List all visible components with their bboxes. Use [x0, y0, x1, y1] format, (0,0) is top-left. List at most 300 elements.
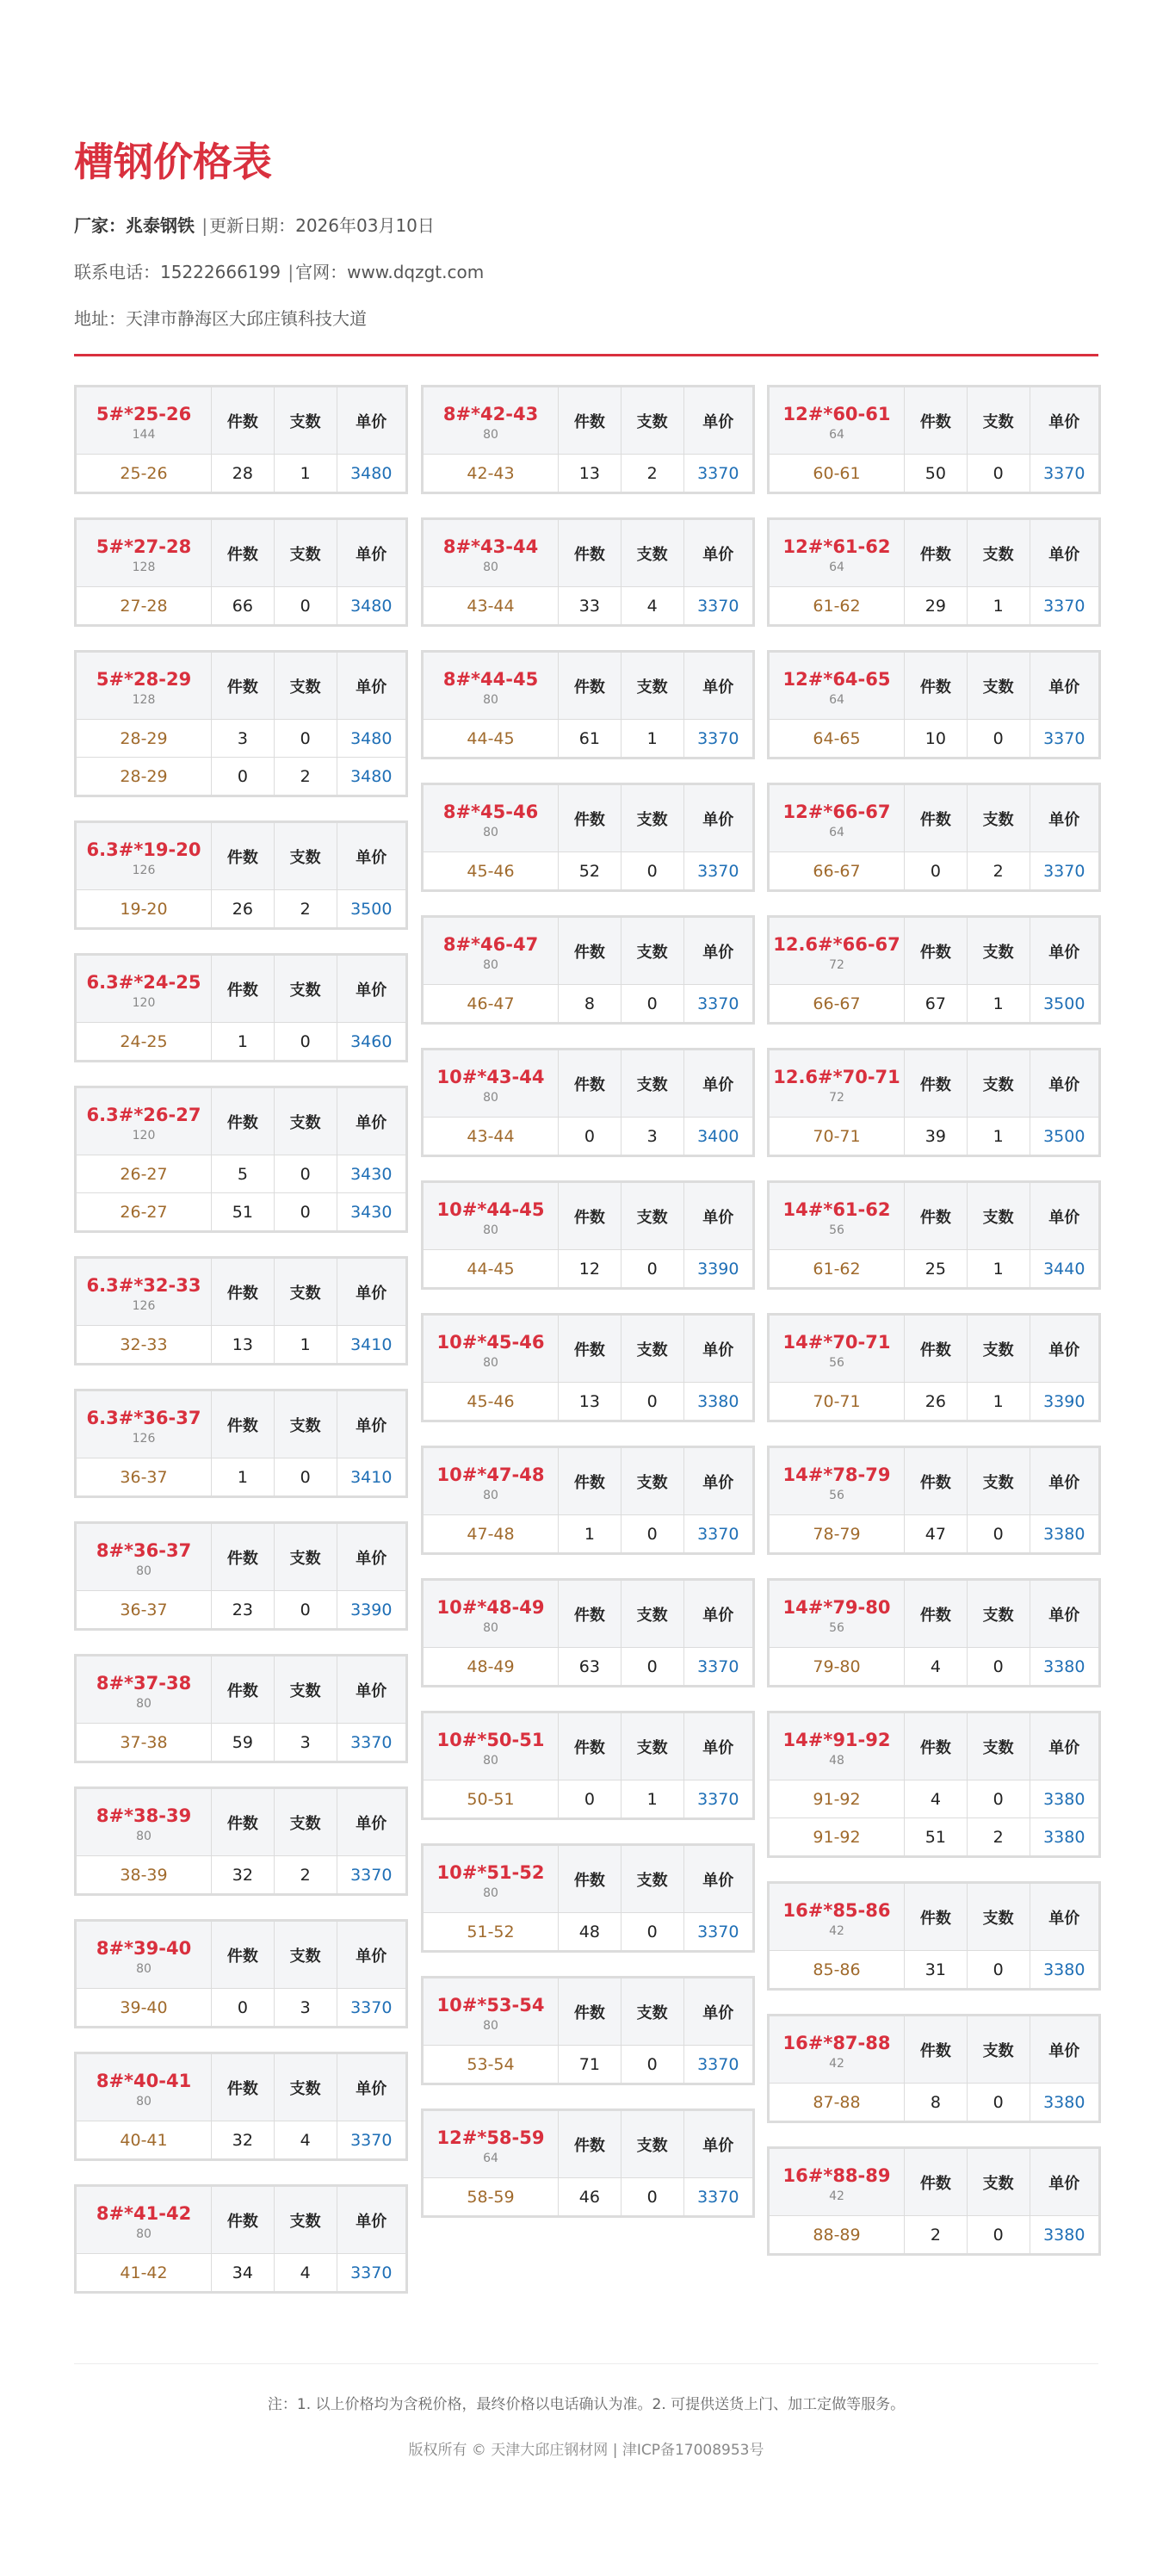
price-table-grid	[76, 1656, 406, 1762]
column-header-count: 件数	[905, 918, 968, 985]
price-table	[74, 1919, 408, 2028]
price-table-grid	[423, 1315, 753, 1421]
price-table	[421, 517, 755, 627]
table-header-row	[770, 1884, 1099, 1951]
spec-name: 14#*79-80	[782, 1596, 891, 1618]
column-header-count: 件数	[905, 1050, 968, 1118]
price-table	[767, 1313, 1101, 1422]
row-count-cell: 34	[212, 2254, 275, 2292]
column-header-count: 件数	[212, 1259, 275, 1326]
row-count-cell: 61	[559, 720, 622, 758]
column-header-pieces: 支数	[274, 1524, 337, 1591]
column-header-price: 单价	[683, 653, 752, 720]
row-price-cell: 3480	[337, 587, 405, 625]
price-table	[767, 783, 1101, 892]
column-header-pieces: 支数	[967, 1581, 1030, 1648]
column-header-count: 件数	[905, 2016, 968, 2084]
price-table-grid	[423, 1978, 753, 2084]
row-price-cell: 3370	[1030, 720, 1098, 758]
row-pieces-cell: 1	[967, 985, 1030, 1023]
table-row	[77, 1155, 406, 1193]
table-header-row	[77, 1259, 406, 1326]
column-header-count: 件数	[559, 520, 622, 587]
spec-name: 12#*66-67	[782, 801, 891, 822]
table-row	[424, 1118, 753, 1155]
column-header-price: 单价	[683, 2111, 752, 2178]
column-header-price: 单价	[337, 1088, 405, 1155]
column-header-price: 单价	[683, 1978, 752, 2046]
table-row	[770, 1780, 1099, 1818]
table-row	[424, 985, 753, 1023]
price-table	[421, 2108, 755, 2218]
spec-bundle-count: 80	[483, 825, 498, 839]
row-count-cell: 1	[559, 1515, 622, 1553]
row-spec-cell: 26-27	[77, 1193, 212, 1231]
price-table	[767, 1881, 1101, 1991]
spec-name: 12#*61-62	[782, 536, 891, 557]
price-table	[767, 1578, 1101, 1687]
column-header-pieces: 支数	[967, 2016, 1030, 2084]
spec-bundle-count: 56	[829, 1355, 844, 1370]
table-row	[77, 720, 406, 758]
price-table-grid	[76, 822, 406, 928]
spec-name: 6.3#*32-33	[86, 1274, 201, 1296]
table-header-row	[770, 1581, 1099, 1648]
spec-header-cell	[424, 1183, 559, 1250]
column-header-pieces: 支数	[967, 520, 1030, 587]
table-row	[424, 1648, 753, 1686]
price-table	[74, 1256, 408, 1365]
address-info-line	[74, 306, 367, 331]
table-header-row	[77, 1922, 406, 1989]
spec-header-cell	[770, 520, 905, 587]
column-header-price: 单价	[337, 1789, 405, 1856]
spec-header-cell	[770, 1581, 905, 1648]
row-count-cell: 13	[559, 1383, 622, 1421]
column-header-price: 单价	[683, 1846, 752, 1913]
column-header-pieces: 支数	[621, 1050, 683, 1118]
row-price-cell: 3380	[1030, 1648, 1098, 1686]
column-header-pieces: 支数	[621, 387, 683, 455]
row-pieces-cell: 0	[621, 2046, 683, 2084]
table-header-row	[424, 1713, 753, 1780]
price-table-grid	[423, 1712, 753, 1818]
table-header-row	[77, 387, 406, 455]
row-count-cell: 25	[905, 1250, 968, 1288]
row-price-cell: 3370	[1030, 852, 1098, 890]
price-table	[421, 385, 755, 494]
price-table	[767, 650, 1101, 759]
row-spec-cell: 44-45	[424, 720, 559, 758]
column-header-pieces: 支数	[621, 1846, 683, 1913]
spec-header-cell	[77, 387, 212, 455]
row-pieces-cell: 0	[621, 852, 683, 890]
row-price-cell: 3390	[337, 1591, 405, 1629]
row-price-cell: 3370	[683, 1780, 752, 1818]
spec-header-cell	[770, 1884, 905, 1951]
price-column-3	[767, 385, 1101, 2279]
table-row	[424, 852, 753, 890]
column-header-pieces: 支数	[621, 1448, 683, 1515]
column-header-count: 件数	[905, 1581, 968, 1648]
column-header-pieces: 支数	[274, 387, 337, 455]
spec-header-cell	[77, 1524, 212, 1591]
row-pieces-cell: 1	[274, 455, 337, 492]
column-header-count: 件数	[559, 785, 622, 852]
row-spec-cell: 28-29	[77, 720, 212, 758]
column-header-pieces: 支数	[967, 1448, 1030, 1515]
price-table	[74, 1086, 408, 1233]
spec-header-cell	[77, 1656, 212, 1724]
price-table-grid	[769, 1580, 1099, 1686]
table-row	[424, 1913, 753, 1951]
row-price-cell: 3370	[337, 1856, 405, 1894]
row-count-cell: 26	[905, 1383, 968, 1421]
spec-name: 14#*70-71	[782, 1331, 891, 1353]
row-spec-cell: 43-44	[424, 587, 559, 625]
spec-header-cell	[424, 1316, 559, 1383]
row-count-cell: 47	[905, 1515, 968, 1553]
row-price-cell: 3370	[683, 2178, 752, 2216]
spec-name: 12.6#*70-71	[773, 1066, 900, 1087]
table-row	[424, 1383, 753, 1421]
row-spec-cell: 87-88	[770, 2084, 905, 2121]
header-divider	[74, 354, 1098, 356]
row-pieces-cell: 0	[274, 587, 337, 625]
column-header-pieces: 支数	[274, 1391, 337, 1458]
spec-bundle-count: 120	[132, 1128, 156, 1142]
spec-header-cell	[77, 1922, 212, 1989]
column-header-pieces: 支数	[621, 918, 683, 985]
row-pieces-cell: 0	[274, 1155, 337, 1193]
table-header-row	[770, 2149, 1099, 2216]
row-price-cell: 3430	[337, 1155, 405, 1193]
row-spec-cell: 39-40	[77, 1989, 212, 2027]
row-spec-cell: 46-47	[424, 985, 559, 1023]
spec-bundle-count: 56	[829, 1488, 844, 1502]
row-spec-cell: 42-43	[424, 455, 559, 492]
table-row	[424, 1515, 753, 1553]
row-count-cell: 26	[212, 890, 275, 928]
footer-copyright: 版权所有 © 天津大邱庄钢材网 | 津ICP备17008953号	[408, 2442, 764, 2459]
row-pieces-cell: 1	[621, 1780, 683, 1818]
table-row	[77, 890, 406, 928]
spec-name: 8#*46-47	[442, 933, 539, 955]
spec-name: 8#*43-44	[442, 536, 539, 557]
row-spec-cell: 51-52	[424, 1913, 559, 1951]
column-header-price: 单价	[337, 1656, 405, 1724]
spec-bundle-count: 80	[483, 560, 498, 574]
row-count-cell: 31	[905, 1951, 968, 1989]
spec-bundle-count: 80	[483, 427, 498, 442]
row-count-cell: 32	[212, 1856, 275, 1894]
price-table	[74, 953, 408, 1062]
row-pieces-cell: 0	[621, 1383, 683, 1421]
row-price-cell: 3370	[337, 2254, 405, 2292]
row-price-cell: 3380	[1030, 1951, 1098, 1989]
phone-number[interactable]: 15222666199	[160, 262, 281, 282]
table-header-row	[424, 1581, 753, 1648]
row-spec-cell: 88-89	[770, 2216, 905, 2254]
table-header-row	[424, 1316, 753, 1383]
table-row	[77, 1724, 406, 1762]
table-row	[770, 2216, 1099, 2254]
spec-header-cell	[424, 520, 559, 587]
spec-bundle-count: 128	[132, 692, 156, 707]
row-spec-cell: 64-65	[770, 720, 905, 758]
price-table	[74, 517, 408, 627]
row-count-cell: 13	[559, 455, 622, 492]
column-header-price: 单价	[337, 1524, 405, 1591]
column-header-count: 件数	[905, 1183, 968, 1250]
column-header-count: 件数	[559, 1316, 622, 1383]
column-header-pieces: 支数	[967, 2149, 1030, 2216]
table-row	[424, 587, 753, 625]
table-row	[770, 985, 1099, 1023]
spec-bundle-count: 80	[136, 1696, 152, 1711]
row-price-cell: 3370	[683, 720, 752, 758]
column-header-pieces: 支数	[274, 823, 337, 890]
spec-header-cell	[424, 653, 559, 720]
row-pieces-cell: 0	[274, 1591, 337, 1629]
separator: |	[201, 215, 208, 236]
row-spec-cell: 66-67	[770, 985, 905, 1023]
row-pieces-cell: 1	[967, 1118, 1030, 1155]
row-price-cell: 3380	[1030, 1780, 1098, 1818]
column-header-pieces: 支数	[274, 1656, 337, 1724]
column-header-price: 单价	[683, 1448, 752, 1515]
column-header-pieces: 支数	[967, 1050, 1030, 1118]
row-pieces-cell: 1	[274, 1326, 337, 1364]
column-header-pieces: 支数	[967, 1713, 1030, 1780]
row-spec-cell: 48-49	[424, 1648, 559, 1686]
column-header-count: 件数	[212, 1088, 275, 1155]
table-header-row	[77, 1088, 406, 1155]
price-table-grid	[769, 917, 1099, 1023]
row-spec-cell: 36-37	[77, 1458, 212, 1496]
row-spec-cell: 40-41	[77, 2121, 212, 2159]
row-spec-cell: 61-62	[770, 1250, 905, 1288]
row-spec-cell: 44-45	[424, 1250, 559, 1288]
table-header-row	[770, 1713, 1099, 1780]
row-count-cell: 0	[559, 1780, 622, 1818]
row-spec-cell: 60-61	[770, 455, 905, 492]
row-spec-cell: 27-28	[77, 587, 212, 625]
spec-bundle-count: 144	[132, 427, 156, 442]
column-header-price: 单价	[683, 1050, 752, 1118]
row-price-cell: 3410	[337, 1326, 405, 1364]
row-pieces-cell: 1	[967, 1250, 1030, 1288]
row-spec-cell: 53-54	[424, 2046, 559, 2084]
column-header-count: 件数	[559, 653, 622, 720]
spec-bundle-count: 72	[829, 957, 844, 972]
row-pieces-cell: 0	[621, 2178, 683, 2216]
column-header-count: 件数	[212, 653, 275, 720]
spec-header-cell	[770, 1713, 905, 1780]
separator: |	[288, 262, 294, 282]
price-table-grid	[769, 1447, 1099, 1553]
table-header-row	[77, 956, 406, 1023]
row-pieces-cell: 0	[621, 1515, 683, 1553]
table-header-row	[424, 387, 753, 455]
price-table-grid	[76, 1921, 406, 2027]
spec-name: 12#*60-61	[782, 403, 891, 424]
spec-bundle-count: 80	[136, 2226, 152, 2241]
table-header-row	[424, 1978, 753, 2046]
address-label: 地址：	[74, 308, 126, 329]
spec-bundle-count: 128	[132, 560, 156, 574]
column-header-price: 单价	[1030, 2149, 1098, 2216]
row-count-cell: 51	[212, 1193, 275, 1231]
spec-name: 8#*37-38	[96, 1672, 192, 1694]
spec-name: 14#*91-92	[782, 1729, 891, 1750]
spec-header-cell	[77, 2054, 212, 2121]
spec-header-cell	[77, 520, 212, 587]
column-header-count: 件数	[212, 520, 275, 587]
spec-bundle-count: 42	[829, 1923, 844, 1938]
table-header-row	[424, 1183, 753, 1250]
spec-bundle-count: 80	[483, 957, 498, 972]
row-count-cell: 67	[905, 985, 968, 1023]
spec-name: 16#*88-89	[782, 2164, 891, 2186]
row-count-cell: 1	[212, 1023, 275, 1061]
spec-header-cell	[770, 653, 905, 720]
spec-header-cell	[424, 1978, 559, 2046]
spec-name: 12#*64-65	[782, 668, 891, 690]
table-row	[770, 1648, 1099, 1686]
price-table-grid	[423, 1182, 753, 1288]
table-row	[77, 2121, 406, 2159]
row-pieces-cell: 3	[274, 1989, 337, 2027]
footer-note: 注：1. 以上价格均为含税价格，最终价格以电话确认为准。2. 可提供送货上门、加工定做等服务。	[267, 2396, 906, 2413]
price-table	[767, 1048, 1101, 1157]
column-header-price: 单价	[683, 1183, 752, 1250]
table-header-row	[770, 1448, 1099, 1515]
row-count-cell: 29	[905, 587, 968, 625]
price-table-grid	[423, 1845, 753, 1951]
row-count-cell: 66	[212, 587, 275, 625]
page-title: 槽钢价格表	[74, 139, 272, 185]
spec-header-cell	[424, 1050, 559, 1118]
spec-bundle-count: 64	[829, 560, 844, 574]
price-table-grid	[769, 1712, 1099, 1856]
row-pieces-cell: 0	[967, 2084, 1030, 2121]
row-pieces-cell: 2	[274, 758, 337, 796]
spec-name: 12#*58-59	[436, 2127, 545, 2148]
price-table	[74, 2052, 408, 2161]
column-header-price: 单价	[337, 1259, 405, 1326]
table-row	[770, 587, 1099, 625]
price-table-grid	[769, 2016, 1099, 2121]
price-table	[421, 1711, 755, 1820]
spec-name: 8#*44-45	[442, 668, 539, 690]
column-header-price: 单价	[337, 387, 405, 455]
row-spec-cell: 41-42	[77, 2254, 212, 2292]
spec-bundle-count: 80	[483, 692, 498, 707]
row-spec-cell: 43-44	[424, 1118, 559, 1155]
footer-divider	[74, 2363, 1098, 2364]
spec-header-cell	[424, 387, 559, 455]
table-row	[770, 2084, 1099, 2121]
row-spec-cell: 45-46	[424, 852, 559, 890]
row-price-cell: 3480	[337, 758, 405, 796]
price-table	[767, 385, 1101, 494]
column-header-pieces: 支数	[967, 1884, 1030, 1951]
row-pieces-cell: 0	[274, 1023, 337, 1061]
row-price-cell: 3370	[337, 2121, 405, 2159]
spec-bundle-count: 80	[136, 1961, 152, 1976]
price-table	[767, 915, 1101, 1025]
spec-header-cell	[770, 918, 905, 985]
table-header-row	[77, 2054, 406, 2121]
spec-name: 8#*38-39	[96, 1805, 192, 1826]
row-spec-cell: 91-92	[770, 1780, 905, 1818]
row-count-cell: 0	[905, 852, 968, 890]
price-table	[421, 1976, 755, 2085]
spec-bundle-count: 80	[483, 1753, 498, 1768]
column-header-pieces: 支数	[274, 1922, 337, 1989]
price-table	[767, 517, 1101, 627]
column-header-pieces: 支数	[274, 1789, 337, 1856]
price-table-grid	[76, 2053, 406, 2159]
spec-header-cell	[77, 1088, 212, 1155]
row-count-cell: 0	[559, 1118, 622, 1155]
spec-header-cell	[77, 1789, 212, 1856]
column-header-pieces: 支数	[621, 1978, 683, 2046]
column-header-price: 单价	[337, 956, 405, 1023]
column-header-count: 件数	[905, 1316, 968, 1383]
phone-label: 联系电话：	[74, 262, 160, 282]
price-table	[74, 1654, 408, 1763]
row-pieces-cell: 0	[621, 1648, 683, 1686]
row-spec-cell: 70-71	[770, 1118, 905, 1155]
spec-name: 8#*39-40	[96, 1937, 192, 1959]
column-header-pieces: 支数	[274, 653, 337, 720]
column-header-count: 件数	[212, 1789, 275, 1856]
price-table-grid	[76, 652, 406, 796]
column-header-pieces: 支数	[621, 1713, 683, 1780]
price-table-grid	[769, 1315, 1099, 1421]
spec-bundle-count: 42	[829, 2056, 844, 2071]
price-table	[767, 2146, 1101, 2256]
price-table-grid	[423, 2110, 753, 2216]
row-price-cell: 3380	[1030, 2216, 1098, 2254]
row-spec-cell: 58-59	[424, 2178, 559, 2216]
spec-name: 6.3#*24-25	[86, 971, 201, 993]
spec-header-cell	[424, 1448, 559, 1515]
row-price-cell: 3370	[683, 455, 752, 492]
site-label: 官网：	[295, 262, 348, 282]
column-header-count: 件数	[212, 1391, 275, 1458]
spec-header-cell	[424, 918, 559, 985]
column-header-price: 单价	[337, 653, 405, 720]
spec-header-cell	[770, 1448, 905, 1515]
spec-name: 8#*41-42	[96, 2202, 192, 2224]
table-header-row	[770, 1050, 1099, 1118]
table-row	[424, 1780, 753, 1818]
site-link[interactable]: www.dqzgt.com	[347, 262, 485, 282]
row-count-cell: 51	[905, 1818, 968, 1856]
spec-name: 12.6#*66-67	[773, 933, 900, 955]
address-text: 天津市静海区大邱庄镇科技大道	[126, 308, 367, 329]
table-header-row	[770, 1316, 1099, 1383]
row-price-cell: 3380	[1030, 1515, 1098, 1553]
column-header-count: 件数	[905, 1884, 968, 1951]
spec-name: 8#*36-37	[96, 1539, 192, 1561]
row-count-cell: 1	[212, 1458, 275, 1496]
column-header-pieces: 支数	[967, 1316, 1030, 1383]
row-pieces-cell: 0	[967, 2216, 1030, 2254]
